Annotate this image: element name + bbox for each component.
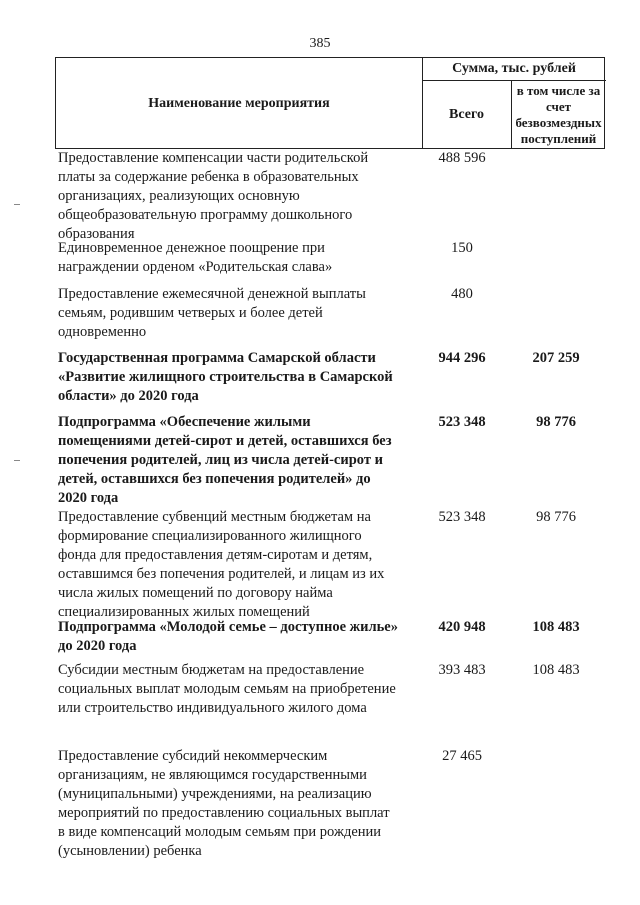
row-name: Единовременное денежное поощрение при награждении орденом «Родительская слава» bbox=[58, 240, 333, 275]
table-row bbox=[0, 747, 640, 863]
row-name: Субсидии местным бюджетам на предоставление социальных выплат молодым семьям на приобретение или строительство индивидуального жилого дома bbox=[58, 662, 396, 716]
row-name: Подпрограмма «Обеспечение жилыми помещениями детей-сирот и детей, оставшихся без попечения родителей, лиц из числа детей-сирот и детей, оставшихся без попечения родителей» до 2020 года bbox=[58, 414, 392, 506]
row-free: 98 776 bbox=[536, 414, 576, 430]
table-row bbox=[0, 349, 640, 413]
row-name: Предоставление субсидий некоммерческим организациям, не являющимся государственными (муниципальными) учреждениями, на реализацию мероприятий по предоставлению социальных выплат в виде компенсаций молодым семьям при рождении (усыновлении) ребенка bbox=[58, 748, 390, 859]
row-total: 27 465 bbox=[442, 748, 482, 764]
table-row bbox=[0, 661, 640, 747]
row-free: 108 483 bbox=[532, 619, 580, 635]
table-row bbox=[0, 618, 640, 661]
header-name-col: Наименование мероприятия bbox=[148, 96, 330, 111]
table-body bbox=[0, 149, 640, 863]
row-name: Предоставление субвенций местным бюджетам на формирование специализированного жилищного фонда для предоставления детям-сиротам и детям, оставшимся без попечения родителей, и лицам из их числа жилых помещений по договору найма специализированных жилых помещений bbox=[58, 509, 385, 620]
table-row bbox=[0, 508, 640, 618]
row-free: 98 776 bbox=[536, 509, 576, 525]
row-free: 207 259 bbox=[532, 350, 580, 366]
row-total: 420 948 bbox=[438, 619, 486, 635]
table-row bbox=[0, 149, 640, 242]
page-number: 385 bbox=[309, 36, 331, 51]
row-total: 523 348 bbox=[438, 509, 486, 525]
row-name: Предоставление ежемесячной денежной выплаты семьям, родившим четверых и более детей одновременно bbox=[58, 286, 366, 340]
row-free: 108 483 bbox=[532, 662, 580, 678]
row-name: Государственная программа Самарской области «Развитие жилищного строительства в Самарской области» до 2020 года bbox=[58, 350, 393, 404]
table-header bbox=[55, 57, 605, 149]
row-total: 393 483 bbox=[438, 662, 486, 678]
row-name: Предоставление компенсации части родительской платы за содержание ребенка в образовательных организациях, реализующих основную общеобразовательную программу дошкольного образования bbox=[58, 150, 369, 242]
header-sum-group: Сумма, тыс. рублей bbox=[452, 61, 576, 76]
table-row bbox=[0, 413, 640, 508]
row-total: 944 296 bbox=[438, 350, 486, 366]
header-free-col: в том числе за счет безвозмездных поступлений bbox=[515, 83, 602, 146]
table-row bbox=[0, 285, 640, 349]
row-name: Подпрограмма «Молодой семье – доступное жилье» до 2020 года bbox=[58, 619, 398, 654]
row-total: 150 bbox=[451, 240, 473, 256]
row-total: 488 596 bbox=[438, 150, 486, 166]
header-total-col: Всего bbox=[449, 107, 484, 122]
row-total: 480 bbox=[451, 286, 473, 302]
table-row bbox=[0, 239, 640, 285]
row-total: 523 348 bbox=[438, 414, 486, 430]
